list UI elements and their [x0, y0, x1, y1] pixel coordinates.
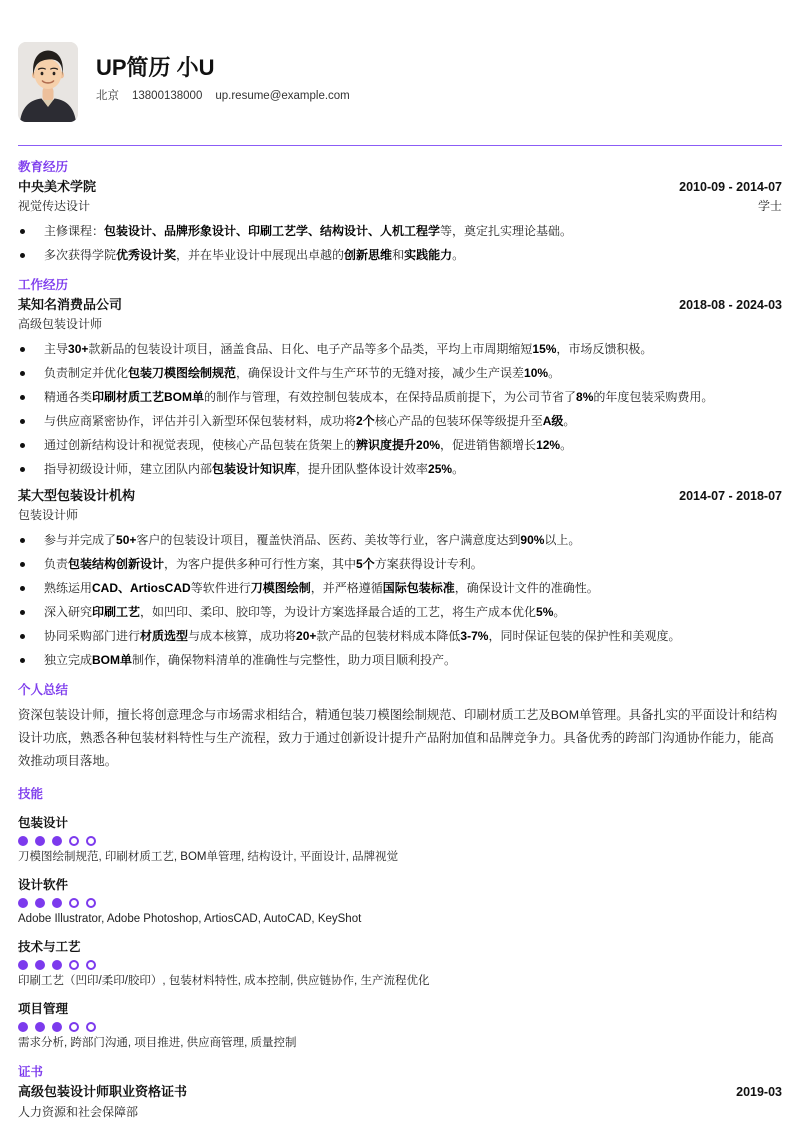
skill-level-dot-filled [52, 836, 62, 846]
bullet-item: 负责包装结构创新设计，为客户提供多种可行性方案，其中5个方案获得设计专利。 [18, 556, 782, 573]
bullet-item: 精通各类印刷材质工艺BOM单的制作与管理，有效控制包装成本，在保持品质前提下，为公司节省了8%的年度包装采购费用。 [18, 389, 782, 406]
section-certificates [18, 1064, 782, 1120]
skill-level-dot-empty [86, 960, 96, 970]
section-skills [18, 786, 782, 1051]
job-entry [18, 487, 782, 669]
contact-location: 北京 [96, 90, 119, 102]
skill-name: 包装设计 [18, 816, 69, 830]
section-title-education: 教育经历 [18, 160, 69, 174]
job-entry [18, 296, 782, 478]
skill-level-dots [18, 1022, 782, 1032]
contact-email: up.resume@example.com [215, 90, 350, 102]
bullet-item: 深入研究印刷工艺，如凹印、柔印、胶印等，为设计方案选择最合适的工艺，将生产成本优化5%。 [18, 604, 782, 621]
skill-level-dot-empty [69, 1022, 79, 1032]
skill-level-dot-filled [35, 960, 45, 970]
certificate-date: 2019-03 [736, 1085, 782, 1099]
section-education [18, 159, 782, 264]
skill-level-dots [18, 898, 782, 908]
certificate-entry [18, 1083, 782, 1101]
section-title-certificates: 证书 [18, 1065, 44, 1079]
bullet-item: 通过创新结构设计和视觉表现，使核心产品包装在货架上的辨识度提升20%，促进销售额增长12%。 [18, 437, 782, 454]
profile-photo [18, 42, 78, 122]
bullet-item: 独立完成BOM单制作，确保物料清单的准确性与完整性，助力项目顺利投产。 [18, 652, 782, 669]
bullet-item: 与供应商紧密协作，评估并引入新型环保包装材料，成功将2个核心产品的包装环保等级提升至A级。 [18, 413, 782, 430]
summary-text: 资深包装设计师，擅长将创意理念与市场需求相结合，精通包装刀模图绘制规范、印刷材质工艺及BOM单管理。具备扎实的平面设计和结构设计功底，熟悉各种包装材料特性与生产流程，致力于通过创新设计提升产品附加值和品牌竞争力。具备优秀的跨部门沟通协作能力，能高效推动项目落地。 [18, 708, 778, 768]
education-major: 视觉传达设计 [18, 199, 91, 213]
skill-level-dot-empty [69, 836, 79, 846]
education-entry [18, 178, 782, 196]
skill-level-dot-filled [18, 1022, 28, 1032]
skill-level-dot-empty [69, 960, 79, 970]
skill-level-dot-filled [18, 898, 28, 908]
headshot-illustration [18, 42, 78, 122]
skill-name: 技术与工艺 [18, 940, 81, 954]
bullet-list [18, 532, 782, 669]
skill-keywords: Adobe Illustrator, Adobe Photoshop, ArtiosCAD, AutoCAD, KeyShot [18, 913, 362, 925]
header-divider [18, 145, 782, 146]
job-role: 包装设计师 [18, 508, 79, 522]
skill-level-dots [18, 960, 782, 970]
education-subline [18, 198, 782, 214]
skill-group [18, 1001, 782, 1051]
candidate-name: UP简历 小U [96, 55, 215, 80]
skill-level-dots [18, 836, 782, 846]
bullet-item: 主修课程：包装设计、品牌形象设计、印刷工艺学、结构设计、人机工程学等，奠定扎实理论基础。 [18, 223, 782, 240]
education-dates: 2010-09 - 2014-07 [679, 180, 782, 194]
skill-level-dot-empty [86, 836, 96, 846]
job-role: 高级包装设计师 [18, 317, 103, 331]
skill-level-dot-filled [18, 836, 28, 846]
section-summary [18, 682, 782, 773]
skill-keywords: 需求分析, 跨部门沟通, 项目推进, 供应商管理, 质量控制 [18, 1037, 297, 1049]
skill-level-dot-filled [35, 1022, 45, 1032]
certificate-name: 高级包装设计师职业资格证书 [18, 1084, 188, 1099]
skill-level-dot-filled [18, 960, 28, 970]
job-dates: 2018-08 - 2024-03 [679, 298, 782, 312]
resume-header [18, 42, 782, 122]
contact-phone: 13800138000 [132, 90, 203, 102]
bullet-item: 主导30+款新品的包装设计项目，涵盖食品、日化、电子产品等多个品类，平均上市周期缩短15%，市场反馈积极。 [18, 341, 782, 358]
skill-level-dot-empty [86, 898, 96, 908]
skill-group [18, 877, 782, 927]
company-name: 某知名消费品公司 [18, 297, 123, 312]
identity-block [96, 42, 350, 104]
bullet-item: 负责制定并优化包装刀模图绘制规范，确保设计文件与生产环节的无缝对接，减少生产误差10%。 [18, 365, 782, 382]
skill-level-dot-filled [35, 836, 45, 846]
job-header [18, 487, 782, 505]
contact-info [96, 89, 350, 104]
bullet-item: 参与并完成了50+客户的包装设计项目，覆盖快消品、医药、美妆等行业，客户满意度达到90%以上。 [18, 532, 782, 549]
bullet-item: 指导初级设计师，建立团队内部包装设计知识库，提升团队整体设计效率25%。 [18, 461, 782, 478]
section-experience [18, 277, 782, 669]
job-role-line [18, 507, 782, 523]
section-title-summary: 个人总结 [18, 683, 69, 697]
skill-group [18, 815, 782, 865]
skill-group [18, 939, 782, 989]
skill-level-dot-filled [52, 898, 62, 908]
job-role-line [18, 316, 782, 332]
skill-level-dot-filled [35, 898, 45, 908]
bullet-item: 熟练运用CAD、ArtiosCAD等软件进行刀模图绘制，并严格遵循国际包装标准，确保设计文件的准确性。 [18, 580, 782, 597]
bullet-list [18, 341, 782, 478]
certificate-issuer: 人力资源和社会保障部 [18, 1105, 139, 1119]
skill-keywords: 刀模图绘制规范, 印刷材质工艺, BOM单管理, 结构设计, 平面设计, 品牌视觉 [18, 851, 399, 863]
bullet-list [18, 223, 782, 264]
bullet-item: 协同采购部门进行材质选型与成本核算，成功将20+款产品的包装材料成本降低3-7%，同时保证包装的保护性和美观度。 [18, 628, 782, 645]
company-name: 某大型包装设计机构 [18, 488, 136, 503]
skill-level-dot-filled [52, 1022, 62, 1032]
skill-keywords: 印刷工艺（凹印/柔印/胶印）, 包装材料特性, 成本控制, 供应链协作, 生产流程优化 [18, 975, 430, 987]
education-degree: 学士 [757, 199, 782, 213]
skill-level-dot-filled [52, 960, 62, 970]
job-dates: 2014-07 - 2018-07 [679, 489, 782, 503]
skill-name: 项目管理 [18, 1002, 69, 1016]
school-name: 中央美术学院 [18, 179, 97, 194]
skill-level-dot-empty [69, 898, 79, 908]
bullet-item: 多次获得学院优秀设计奖，并在毕业设计中展现出卓越的创新思维和实践能力。 [18, 247, 782, 264]
job-header [18, 296, 782, 314]
section-title-experience: 工作经历 [18, 278, 69, 292]
section-title-skills: 技能 [18, 787, 44, 801]
skill-level-dot-empty [86, 1022, 96, 1032]
skill-name: 设计软件 [18, 878, 69, 892]
